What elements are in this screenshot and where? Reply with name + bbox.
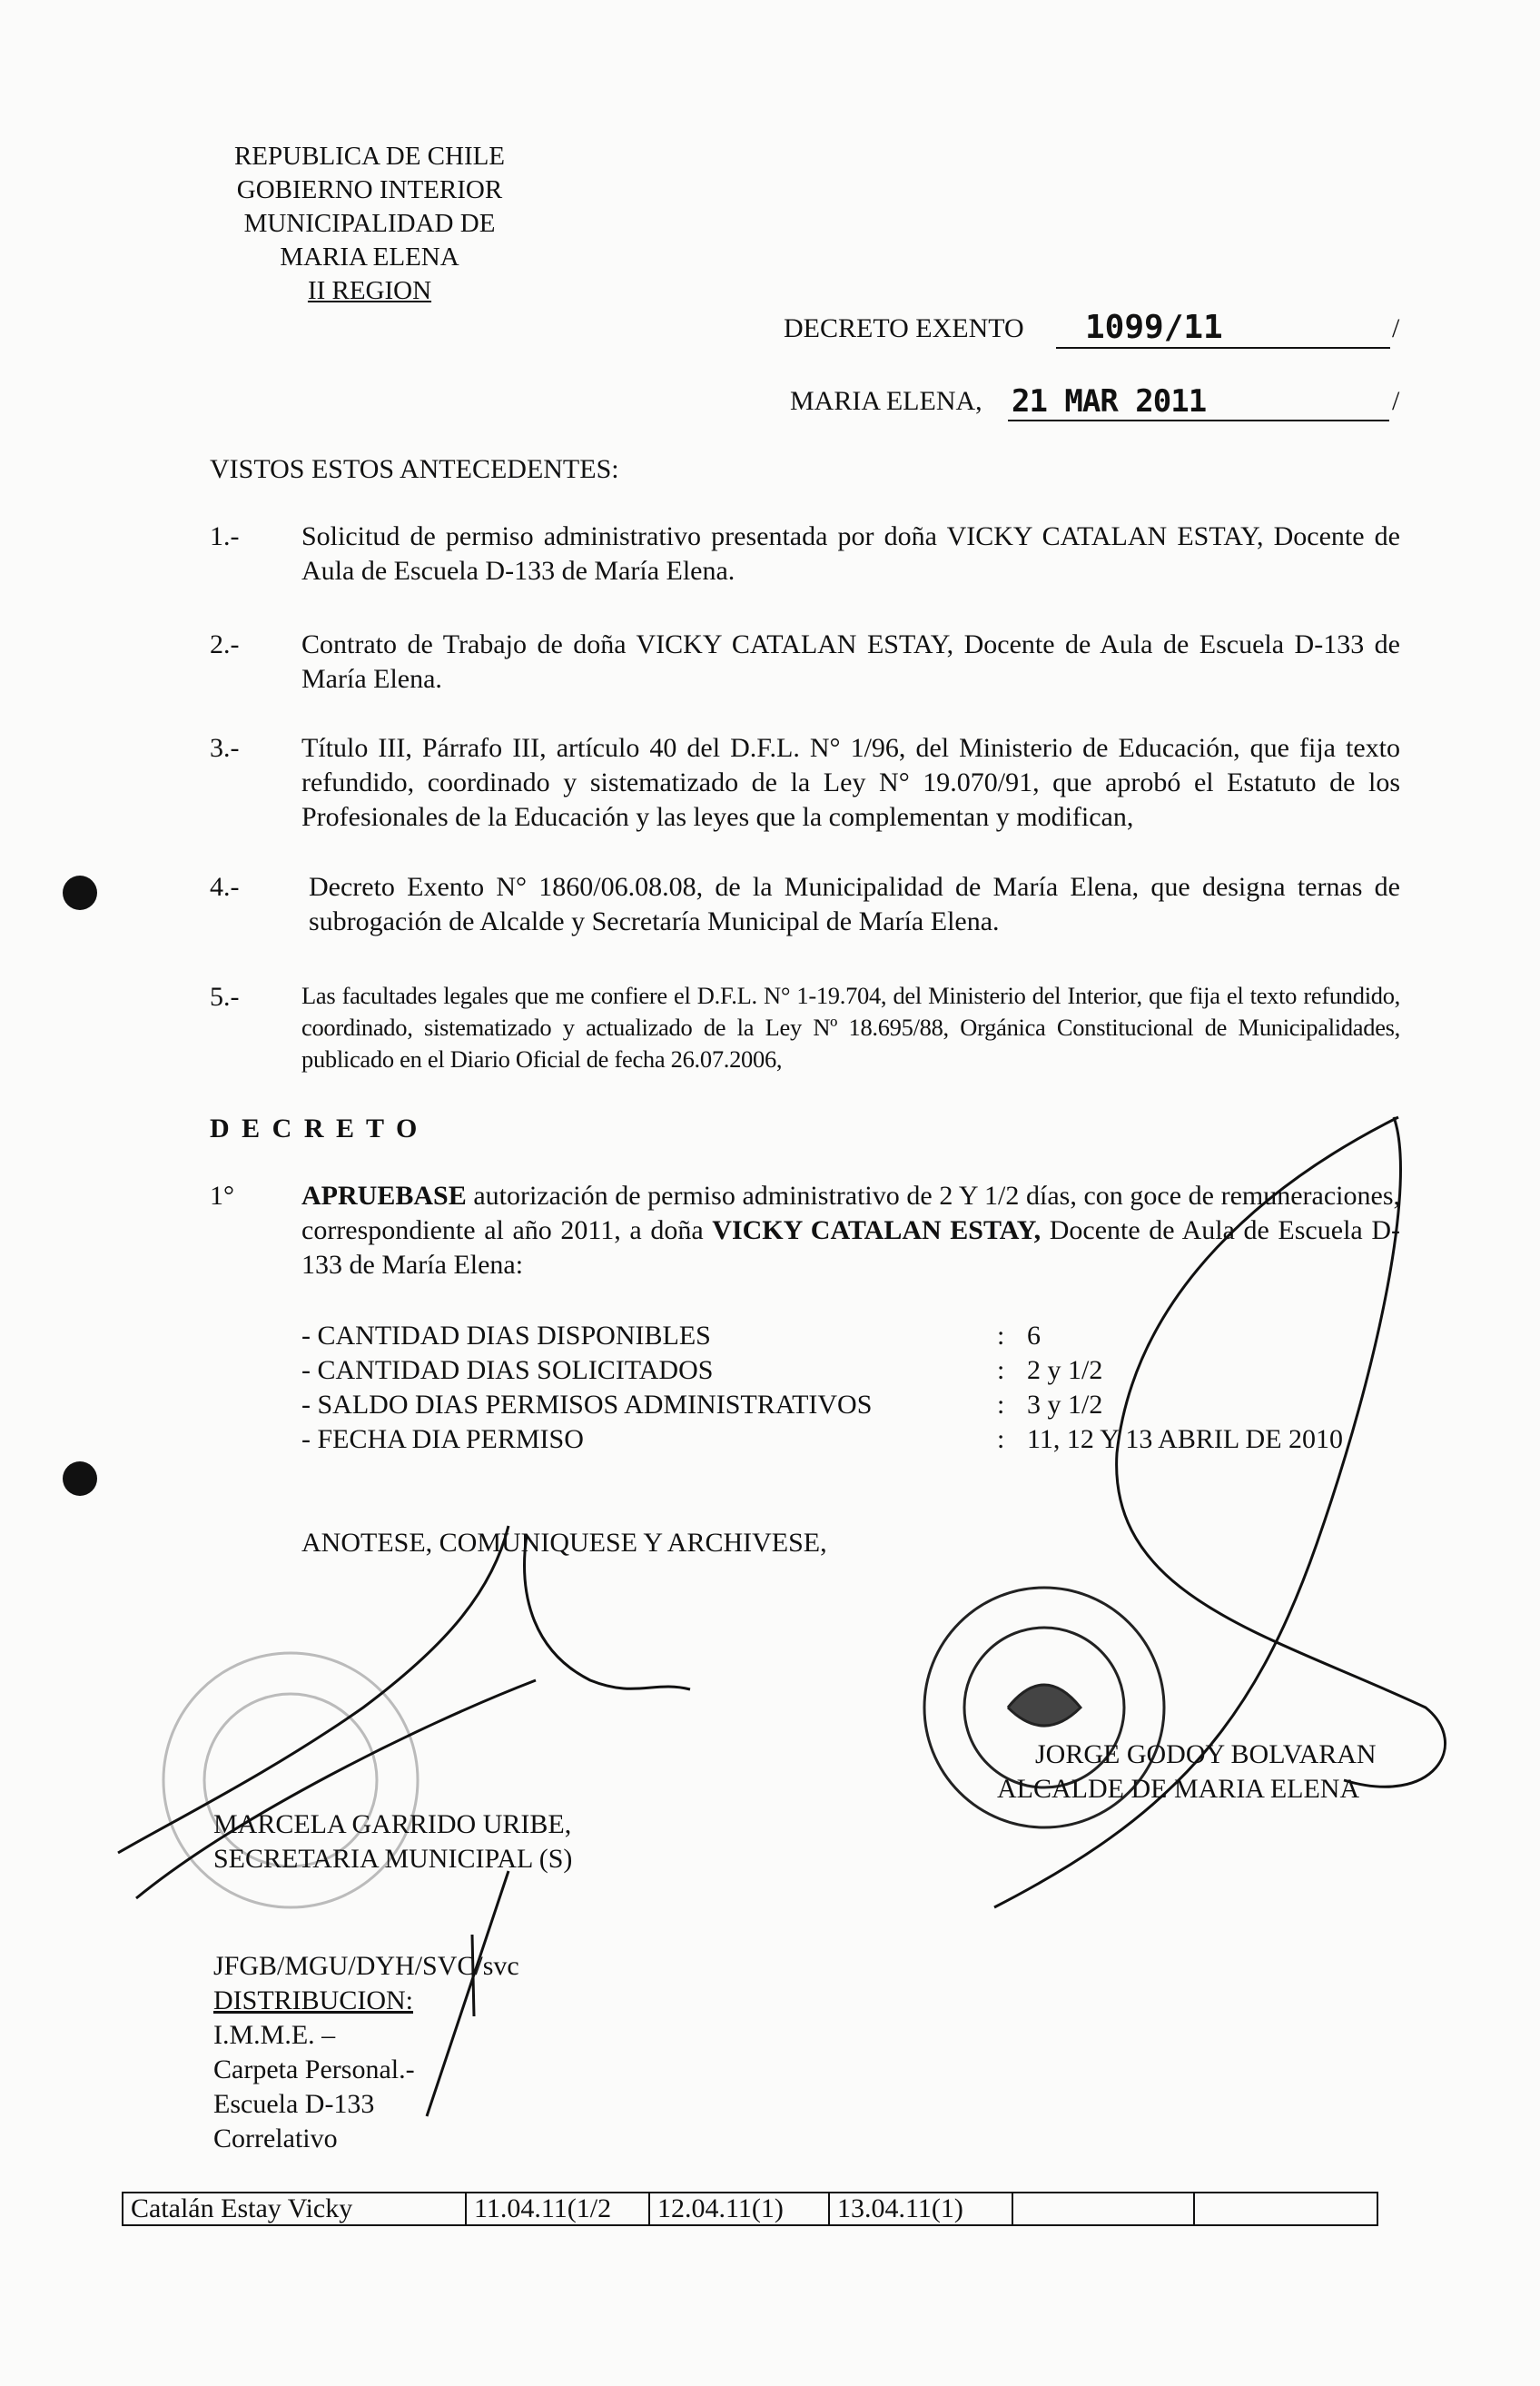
table-cell	[1012, 2193, 1194, 2225]
footer	[213, 1949, 519, 2156]
detail-value: 11, 12 Y 13 ABRIL DE 2010	[1027, 1424, 1344, 1454]
place-label: MARIA ELENA,	[790, 386, 982, 416]
item-number: 4.-	[210, 872, 240, 902]
distribution-item: Carpeta Personal.-	[213, 2054, 415, 2084]
closing-text: ANOTESE, COMUNIQUESE Y ARCHIVESE,	[301, 1528, 827, 1558]
mayor-name: JORGE GODOY BOLVARAN	[1035, 1739, 1377, 1769]
slash: /	[1392, 386, 1400, 416]
slash: /	[1392, 313, 1400, 343]
item-number: 5.-	[210, 982, 240, 1012]
table-cell	[1194, 2193, 1377, 2225]
list-item	[210, 731, 1400, 835]
letterhead-line: MARIA ELENA	[280, 243, 459, 272]
initials: JFGB/MGU/DYH/SVC/svc	[213, 1951, 519, 1981]
letterhead-line: REPUBLICA DE CHILE	[233, 142, 506, 171]
detail-label: - SALDO DIAS PERMISOS ADMINISTRATIVOS	[301, 1390, 873, 1420]
detail-row: - CANTIDAD DIAS DISPONIBLES : 6	[301, 1319, 1400, 1353]
detail-label: - CANTIDAD DIAS DISPONIBLES	[301, 1321, 711, 1351]
item-number: 1.-	[210, 521, 240, 551]
detail-value: 3 y 1/2	[1027, 1390, 1103, 1420]
distribution-item: Escuela D-133	[213, 2089, 375, 2119]
list-item	[210, 980, 1400, 1075]
details-list	[210, 1319, 1400, 1457]
article	[210, 1179, 1400, 1282]
decreto-title: D E C R E T O	[210, 1114, 420, 1143]
distribution-item: Correlativo	[213, 2124, 338, 2153]
decree-date: 21 MAR 2011	[1012, 383, 1207, 420]
punch-hole	[63, 1461, 97, 1496]
table-cell: 12.04.11(1)	[649, 2193, 829, 2225]
article-text-2: Docente de Aula de Escuela D-133 de María Elena:	[301, 1215, 1400, 1280]
date-line	[1008, 381, 1389, 421]
letterhead-line: MUNICIPALIDAD DE	[243, 209, 496, 238]
article-name: VICKY CATALAN ESTAY,	[712, 1215, 1041, 1245]
table-row	[123, 2193, 1377, 2225]
decree-number: 1099/11	[1085, 309, 1223, 346]
vistos-title: VISTOS ESTOS ANTECEDENTES:	[210, 454, 619, 484]
list-item	[210, 870, 1400, 939]
list-item	[210, 628, 1400, 697]
secretary-title: SECRETARIA MUNICIPAL (S)	[213, 1844, 573, 1874]
decree-number-line	[1056, 309, 1390, 349]
list-item	[210, 520, 1400, 589]
article-text-1: autorización de permiso administrativo de 2 Y 1/2 días, con goce de remuneraciones, correspondiente al año 2011, a doña	[301, 1181, 1400, 1245]
distribution-item: I.M.M.E. –	[213, 2020, 336, 2050]
article-number: 1°	[210, 1181, 234, 1211]
mayor-title: ALCALDE DE MARIA ELENA	[997, 1774, 1360, 1804]
letterhead	[210, 140, 529, 308]
detail-label: - FECHA DIA PERMISO	[301, 1424, 584, 1454]
item-text: Decreto Exento N° 1860/06.08.08, de la Municipalidad de María Elena, que designa ternas de subrogación de Alcalde y Secretaría Municipal de María Elena.	[309, 872, 1400, 936]
table-cell: 13.04.11(1)	[829, 2193, 1012, 2225]
detail-value: 2 y 1/2	[1027, 1355, 1103, 1385]
item-text: Contrato de Trabajo de doña VICKY CATALAN ESTAY, Docente de Aula de Escuela D-133 de María Elena.	[301, 629, 1400, 694]
letterhead-line: GOBIERNO INTERIOR	[236, 175, 503, 204]
article-verb: APRUEBASE	[301, 1181, 467, 1211]
detail-value: 6	[1027, 1321, 1041, 1351]
item-number: 2.-	[210, 629, 240, 659]
table-cell: 11.04.11(1/2	[466, 2193, 649, 2225]
document-body	[210, 452, 1400, 1560]
letterhead-region: II REGION	[307, 276, 432, 305]
punch-hole	[63, 876, 97, 910]
item-number: 3.-	[210, 733, 240, 763]
detail-row: - SALDO DIAS PERMISOS ADMINISTRATIVOS : 3 y 1/2	[301, 1388, 1400, 1422]
secretary-name: MARCELA GARRIDO URIBE,	[213, 1809, 572, 1839]
permission-table	[122, 2192, 1378, 2226]
detail-row: - FECHA DIA PERMISO : 11, 12 Y 13 ABRIL DE 2010	[301, 1422, 1400, 1457]
detail-row: - CANTIDAD DIAS SOLICITADOS : 2 y 1/2	[301, 1353, 1400, 1388]
article-text	[301, 1179, 1400, 1282]
item-text: Las facultades legales que me confiere el D.F.L. N° 1-19.704, del Ministerio del Interior, que fija el texto refundido, coordinado, sistematizado y actualizado de la Ley Nº 18.695/88, Orgánica Constitucional de Municipalidades, publicado en el Diario Oficial de fecha 26.07.2006,	[301, 982, 1400, 1073]
decree-number-label: DECRETO EXENTO	[784, 313, 1024, 343]
item-text: Título III, Párrafo III, artículo 40 del D.F.L. N° 1/96, del Ministerio de Educación, que fija texto refundido, coordinado y sistematizado de la Ley N° 19.070/91, que aprobó el Estatuto de los Profesionales de la Educación y las leyes que la complementan y modifican,	[301, 733, 1400, 832]
distribution-title: DISTRIBUCION:	[213, 1985, 414, 2015]
table-cell: Catalán Estay Vicky	[123, 2193, 466, 2225]
item-text: Solicitud de permiso administrativo presentada por doña VICKY CATALAN ESTAY, Docente de Aula de Escuela D-133 de María Elena.	[301, 521, 1400, 586]
detail-label: - CANTIDAD DIAS SOLICITADOS	[301, 1355, 714, 1385]
